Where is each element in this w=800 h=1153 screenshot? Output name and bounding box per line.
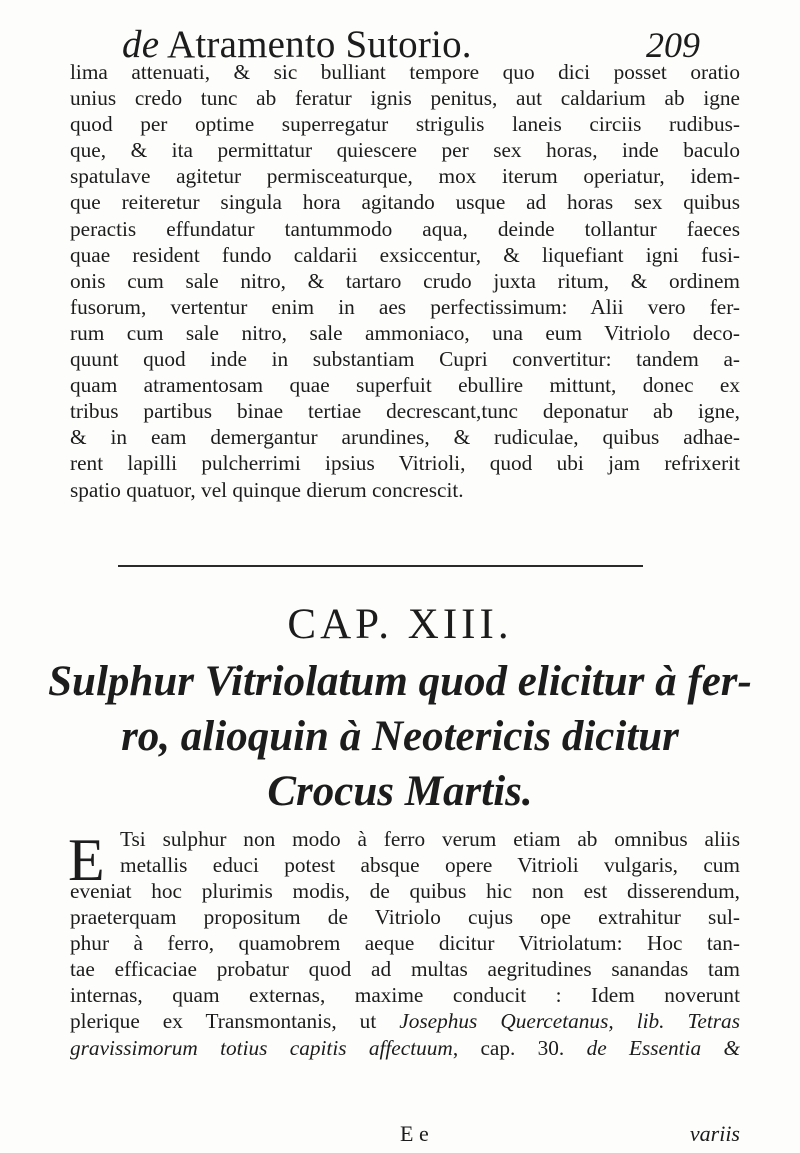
text-line: spatio quatuor, vel quinque dierum concrescit. <box>70 477 464 502</box>
text-line: tribus partibus binae tertiae decrescant,tunc deponatur ab igne, <box>70 399 740 424</box>
text-line: phur à ferro, quamobrem aeque dicitur Vitriolatum: Hoc tan- <box>70 931 740 956</box>
page-number: 209 <box>646 25 700 65</box>
text-line: metallis educi potest absque opere Vitrioli vulgaris, cum <box>120 853 740 878</box>
text-line: & in eam demergantur arundines, & rudiculae, quibus adhae- <box>70 425 740 450</box>
paragraph-continued <box>70 59 740 503</box>
text-line: eveniat hoc plurimis modis, de quibus hic non est disserendum, <box>70 879 740 903</box>
running-title-italic: de <box>122 23 160 66</box>
reference-work: gravissimorum totius capitis affectuum <box>70 1035 453 1060</box>
text-line: quam atramentosam quae superfuit ebullire mittunt, donec ex <box>70 373 740 398</box>
text-line: spatulave agitetur permisceaturque, mox iterum operiatur, idem- <box>70 164 740 189</box>
section-divider <box>118 565 643 567</box>
reference-author: Josephus Quercetanus, lib. Tetras <box>399 1009 740 1034</box>
text-line <box>70 1008 740 1034</box>
text-line: unius credo tunc ab feratur ignis penitus, aut caldarium ab igne <box>70 86 740 111</box>
catchword: variis <box>689 1121 740 1146</box>
text-line: que, & ita permittatur quiescere per sex horas, inde baculo <box>70 138 740 163</box>
text-line: rum cum sale nitro, sale ammoniaco, una eum Vitriolo deco- <box>70 320 740 345</box>
running-title-roman: Atramento Sutorio. <box>159 23 472 66</box>
drop-capital: E <box>68 827 105 893</box>
text-line: quunt quod inde in substantiam Cupri convertitur: tandem a- <box>70 347 740 372</box>
text-line: onis cum sale nitro, & tartaro crudo juxta ritum, & ordinem <box>70 268 740 293</box>
text-line: que reiteretur singula hora agitando usque ad horas sex quibus <box>70 190 740 215</box>
text-line: lima attenuati, & sic bulliant tempore quo dici posset oratio <box>70 60 740 84</box>
paragraph-opening <box>120 826 740 878</box>
chapter-title-line: Crocus Martis. <box>267 768 533 815</box>
signature-mark: E e <box>400 1121 429 1146</box>
text-line <box>70 1035 740 1061</box>
chapter-title-line: ro, alioquin à Neotericis dicitur <box>121 713 679 760</box>
text-fragment: plerique ex Transmontanis, ut <box>70 1009 400 1034</box>
text-line: quae resident fundo caldarii exsiccentur, & liquefiant igni fusi- <box>70 242 740 267</box>
chapter-heading: CAP. XIII. <box>287 601 513 648</box>
text-line: Tsi sulphur non modo à ferro verum etiam ab omnibus aliis <box>120 827 740 851</box>
text-line: internas, quam externas, maxime conducit : Idem noverunt <box>70 983 740 1008</box>
reference-title: de Essentia & <box>586 1035 740 1060</box>
text-line: quod per optime superregatur strigulis laneis circiis rudibus- <box>70 112 740 137</box>
chapter-title-line: Sulphur Vitriolatum quod elicitur à fer- <box>48 658 752 705</box>
text-line: tae efficaciae probatur quod ad multas aegritudines sanandas tam <box>70 957 740 982</box>
catchline <box>70 1121 740 1151</box>
text-line: peractis effundatur tantummodo aqua, deinde tollantur faeces <box>70 216 740 241</box>
text-line: rent lapilli pulcherrimi ipsius Vitrioli, quod ubi jam refrixerit <box>70 451 740 476</box>
paragraph-body <box>70 878 740 1061</box>
reference-chapter: , cap. 30. <box>452 1035 587 1060</box>
text-line: fusorum, vertentur enim in aes perfectissimum: Alii vero fer- <box>70 294 740 319</box>
text-line: praeterquam propositum de Vitriolo cujus ope extrahitur sul- <box>70 905 740 930</box>
